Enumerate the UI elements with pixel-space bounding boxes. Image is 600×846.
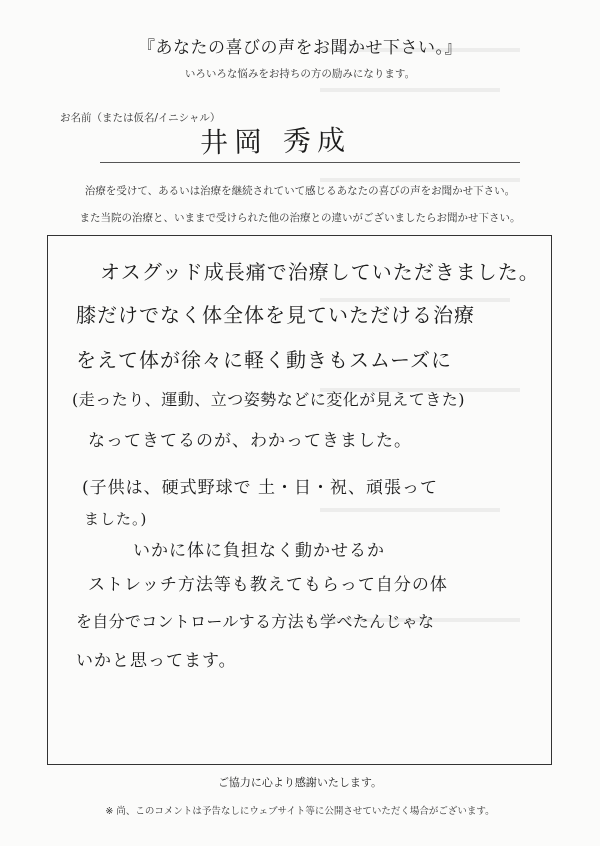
comment-line: をえて体が徐々に軽く動きもスムーズに xyxy=(76,348,452,372)
form-title: 『あなたの喜びの声をお聞かせ下さい。』 xyxy=(138,38,462,58)
name-label: お名前（または仮名/イニシャル） xyxy=(60,112,221,124)
footer-thanks: ご協力に心より感謝いたします。 xyxy=(217,776,383,789)
comment-line: を自分でコントロールする方法も学べたんじゃな xyxy=(76,612,435,631)
comment-box xyxy=(47,235,552,765)
comment-line: なってきてるのが、わかってきました。 xyxy=(88,431,412,451)
name-underline xyxy=(100,162,520,163)
comment-line: (走ったり、運動、立つ姿勢などに変化が見えてきた) xyxy=(72,390,465,409)
comment-line: 膝だけでなく体全体を見ていただける治療 xyxy=(76,303,475,327)
comment-line: ました。) xyxy=(84,510,148,528)
comment-line: いかに体に負担なく動かせるか xyxy=(133,541,385,561)
instruction-text-1: 治療を受けて、あるいは治療を継続されていて感じるあなたの喜びの声をお聞かせ下さい。 xyxy=(84,185,516,197)
form-subtitle: いろいろな悩みをお持ちの方の励みになります。 xyxy=(184,68,416,80)
comment-line: いかと思ってます。 xyxy=(76,651,237,671)
comment-line: (子供は、硬式野球で 土・日・祝、頑張って xyxy=(82,478,439,498)
name-value: 井岡 秀成 xyxy=(199,123,352,160)
comment-line: オスグッド成長痛で治療していただきました。 xyxy=(100,260,540,284)
footer-note: ※ 尚、このコメントは予告なしにウェブサイト等に公開させていただく場合がございます。 xyxy=(105,806,495,817)
comment-line: ストレッチ方法等も教えてもらって自分の体 xyxy=(88,575,448,595)
instruction-text-2: また当院の治療と、いままで受けられた他の治療との違いがございましたらお聞かせ下さい。 xyxy=(79,212,521,224)
